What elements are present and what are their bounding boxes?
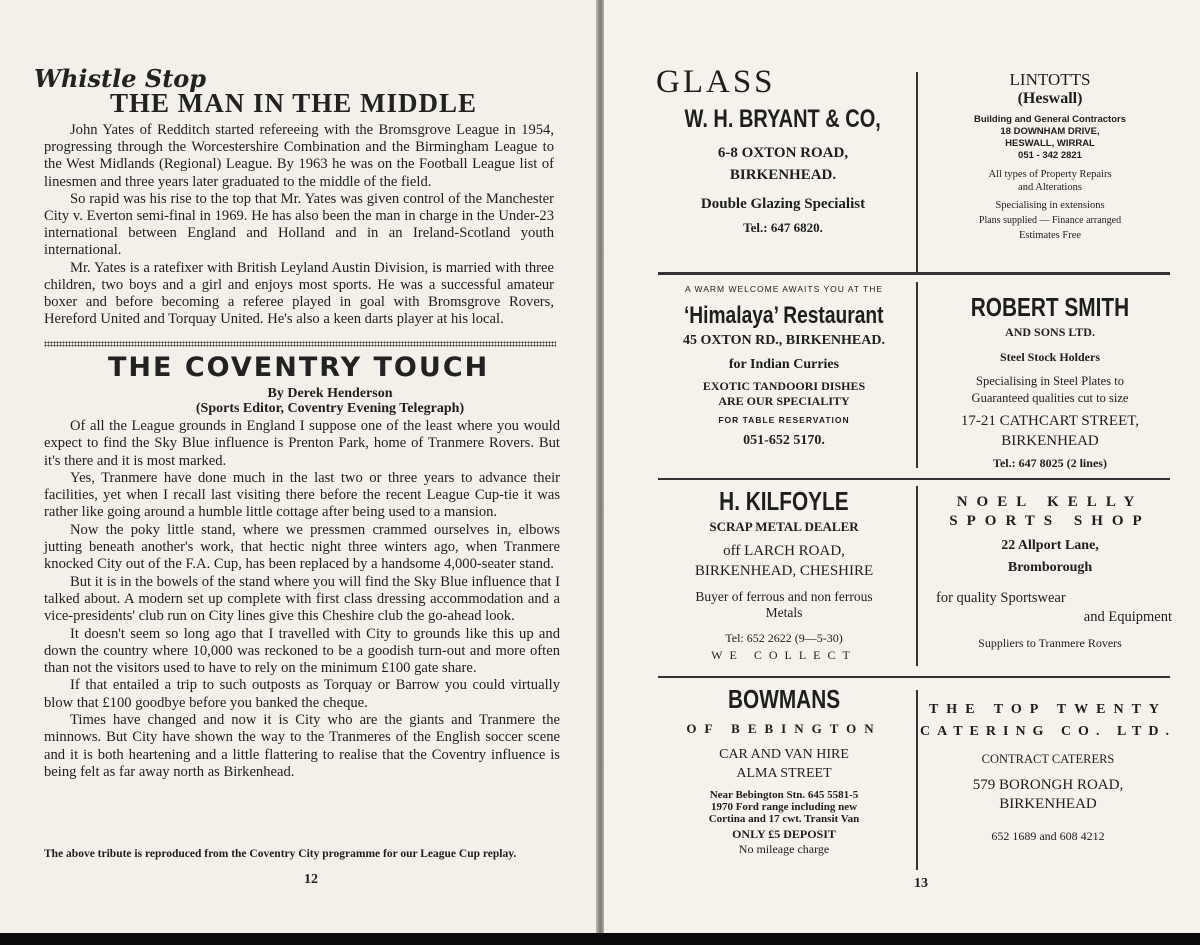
column-divider xyxy=(916,282,918,468)
ad-top-twenty-address1: 579 BORONGH ROAD, xyxy=(972,777,1124,793)
ad-lintotts-location: (Heswall) xyxy=(1017,90,1083,107)
article-body-2 xyxy=(44,418,560,781)
ad-kilfoyle-sub: SCRAP METAL DEALER xyxy=(709,519,859,534)
paragraph: Times have changed and now it is City who are the giants and Tranmere the minnows. But City have shown the way to the Tranmeres of the English soccer scene and it is both heartening and a little flattering to realise that the Coventry influence is being felt as far away north as Birkenhead. xyxy=(44,712,560,780)
ad-lintotts-line5: All types of Property Repairs xyxy=(988,169,1112,180)
row-divider xyxy=(658,676,1170,678)
ad-himalaya-address: 45 OXTON RD., BIRKENHEAD. xyxy=(683,333,885,348)
left-page xyxy=(0,0,598,945)
ad-himalaya-welcome: A WARM WELCOME AWAITS YOU AT THE xyxy=(684,284,884,294)
ad-robert-smith-address2: BIRKENHEAD xyxy=(1001,433,1099,449)
ad-glass-address2: BIRKENHEAD. xyxy=(729,167,837,183)
column-title: Whistle Stop xyxy=(34,64,207,93)
ad-glass-title: GLASS xyxy=(656,64,776,100)
ad-lintotts xyxy=(922,70,1178,243)
ad-noel-kelly-suppliers: Suppliers to Tranmere Rovers xyxy=(978,636,1122,650)
row-divider xyxy=(658,272,1170,275)
ad-himalaya-for: for Indian Curries xyxy=(728,357,840,372)
ad-himalaya-phone: 051-652 5170. xyxy=(743,433,825,448)
ad-kilfoyle-name: H. KILFOYLE xyxy=(719,486,849,516)
ad-bowmans-line3: Cortina and 17 cwt. Transit Van xyxy=(708,813,860,825)
ad-robert-smith-name: ROBERT SMITH xyxy=(970,292,1130,322)
byline xyxy=(130,386,530,416)
ad-top-twenty-line1: THE TOP TWENTY xyxy=(928,702,1168,717)
ad-lintotts-line6: and Alterations xyxy=(1018,182,1082,193)
ad-bowmans-deposit: ONLY £5 DEPOSIT xyxy=(732,827,836,841)
ad-kilfoyle xyxy=(656,486,912,663)
ad-lintotts-line2: 18 DOWNHAM DRIVE, xyxy=(1000,126,1100,137)
ad-glass-company: W. H. BRYANT & CO, xyxy=(684,105,882,133)
ad-himalaya-line1: EXOTIC TANDOORI DISHES xyxy=(702,379,866,393)
paragraph: John Yates of Redditch started refereeing with the Bromsgrove League in 1954, progressing through the Worcestershire Combination and the Birmingham League to the West Midlands (Regional) League. By 1963 he was on the Football League list of linesmen and three years later graduated to the middle of the field. xyxy=(44,122,554,190)
ad-bowmans-mileage: No mileage charge xyxy=(738,842,830,856)
ad-noel-kelly-line4: and Equipment xyxy=(1083,609,1172,625)
ad-bowmans-service: CAR AND VAN HIRE xyxy=(719,747,849,762)
article-body xyxy=(44,122,554,328)
dotted-divider xyxy=(44,341,556,347)
ad-robert-smith-tel: Tel.: 647 8025 (2 lines) xyxy=(993,456,1107,470)
paragraph: Mr. Yates is a ratefixer with British Leyland Austin Division, is married with three children, two boys and a girl and enjoys most sports. He was a successful amateur boxer and before becoming a referee played in goal with Bromsgrove Rovers, Hereford United and Torquay United. He's also a keen darts player at his local. xyxy=(44,259,554,328)
article-heading: THE MAN IN THE MIDDLE xyxy=(110,88,478,118)
ad-robert-smith xyxy=(922,292,1178,471)
paragraph: But it is in the bowels of the stand where you will find the Sky Blue influence that I talked about. A modern set up complete with first class dressing accommodation and a vice-presidents' club run on City lines give this Cheshire club the go-ahead look. xyxy=(44,573,560,625)
ad-robert-smith-sub: AND SONS LTD. xyxy=(1005,325,1095,339)
ad-himalaya xyxy=(656,284,912,449)
ad-glass xyxy=(654,64,912,236)
ad-bowmans-name: BOWMANS xyxy=(727,684,841,714)
ad-kilfoyle-buyer2: Metals xyxy=(765,605,803,620)
ad-noel-kelly-address1: 22 Allport Lane, xyxy=(1001,538,1099,553)
paragraph: Yes, Tranmere have done much in the last two or three years to advance their facilities, yet when I recall last visiting there before the recent League Cup-tie it was rather like going around a humble little cottage after being used to a mansion. xyxy=(44,469,560,521)
ad-lintotts-line9: Estimates Free xyxy=(1018,230,1082,241)
ad-glass-address1: 6-8 OXTON ROAD, xyxy=(717,145,849,161)
ad-lintotts-line3: HESWALL, WIRRAL xyxy=(1005,138,1095,149)
ad-kilfoyle-address2: BIRKENHEAD, CHESHIRE xyxy=(694,563,874,579)
ad-robert-smith-line2: Guaranteed qualities cut to size xyxy=(971,391,1129,405)
ad-noel-kelly xyxy=(922,494,1178,651)
article-heading-2: THE COVENTRY TOUCH xyxy=(108,352,490,383)
ad-bowmans-line1: Near Bebington Stn. 645 5581-5 xyxy=(709,789,859,801)
ad-top-twenty-contract: CONTRACT CATERERS xyxy=(981,752,1115,766)
paragraph: So rapid was his rise to the top that Mr. Yates was given control of the Manchester City v. Everton semi-final in 1969. He has also been the man in charge in the Under-23 international between England and Holland and in an Ireland-Scotland youth international. xyxy=(44,190,554,259)
paragraph: Of all the League grounds in England I suppose one of the least where you would expect to find the Sky Blue influence is Prenton Park, home of Tranmere Rovers. But it's there and it is most marked. xyxy=(44,418,560,469)
ad-noel-kelly-line1: NOEL KELLY xyxy=(956,494,1144,510)
footnote: The above tribute is reproduced from the Coventry City programme for our League Cup replay. xyxy=(44,848,517,860)
scan-edge xyxy=(0,933,1200,945)
ad-top-twenty-line2: CATERING CO. LTD. xyxy=(920,724,1176,739)
ad-himalaya-name: ‘Himalaya’ Restaurant xyxy=(684,302,884,329)
ad-kilfoyle-collect: WE COLLECT xyxy=(711,648,857,662)
ad-bowmans-street: ALMA STREET xyxy=(736,766,832,781)
ad-kilfoyle-address1: off LARCH ROAD, xyxy=(723,543,845,559)
ad-noel-kelly-line3: for quality Sportswear xyxy=(936,590,1066,606)
ad-top-twenty-address2: BIRKENHEAD xyxy=(999,796,1097,812)
ad-noel-kelly-line2: SPORTS SHOP xyxy=(949,513,1151,529)
ad-glass-specialty: Double Glazing Specialist xyxy=(700,196,866,212)
column-divider xyxy=(916,72,918,272)
ad-lintotts-line7: Specialising in extensions xyxy=(995,200,1105,211)
ad-bowmans xyxy=(656,684,912,857)
row-divider xyxy=(658,478,1170,480)
byline-role: (Sports Editor, Coventry Evening Telegraph) xyxy=(195,401,465,416)
column-divider xyxy=(916,486,918,666)
ad-robert-smith-holders: Steel Stock Holders xyxy=(1000,350,1100,364)
ad-top-twenty-phones: 652 1689 and 608 4212 xyxy=(991,829,1105,843)
paragraph: Now the poky little stand, where we pressmen crammed ourselves in, elbows jutting beneath another's work, that hectic night three winters ago, when Tranmere knocked City out of the F.A. Cup, has been replaced by a handsome 4,000-seater stand. xyxy=(44,521,560,573)
ad-noel-kelly-address2: Bromborough xyxy=(1007,560,1093,575)
ad-bowmans-line2: 1970 Ford range including new xyxy=(710,801,858,813)
ad-himalaya-reserve: FOR TABLE RESERVATION xyxy=(718,415,850,425)
ad-lintotts-line8: Plans supplied — Finance arranged xyxy=(978,215,1122,226)
ad-glass-tel: Tel.: 647 6820. xyxy=(743,220,823,235)
ad-bowmans-of: OF BEBINGTON xyxy=(686,721,882,736)
right-page xyxy=(604,0,1200,945)
page-number: 13 xyxy=(914,876,928,891)
ad-lintotts-line4: 051 - 342 2821 xyxy=(1018,150,1082,161)
byline-author: By Derek Henderson xyxy=(267,386,393,401)
ad-himalaya-line2: ARE OUR SPECIALITY xyxy=(718,394,850,408)
ad-lintotts-line1: Building and General Contractors xyxy=(973,114,1127,125)
ad-lintotts-name: LINTOTTS xyxy=(1009,70,1091,89)
ad-top-twenty xyxy=(916,702,1180,844)
page-number: 12 xyxy=(304,872,318,887)
paragraph: It doesn't seem so long ago that I travelled with City to grounds like this up and down the country where 10,000 was reckoned to be a goodish turn-out and more often than not the visitors used to have to rely on the minimum £100 gate share. xyxy=(44,625,560,677)
ad-robert-smith-address1: 17-21 CATHCART STREET, xyxy=(960,413,1140,429)
ad-kilfoyle-buyer1: Buyer of ferrous and non ferrous xyxy=(695,589,873,604)
ad-robert-smith-line1: Specialising in Steel Plates to xyxy=(976,374,1124,388)
paragraph: If that entailed a trip to such outposts as Torquay or Barrow you could virtually blow that £100 goodbye before you banked the cheque. xyxy=(44,677,560,711)
ad-kilfoyle-tel: Tel: 652 2622 (9—5-30) xyxy=(725,631,843,645)
